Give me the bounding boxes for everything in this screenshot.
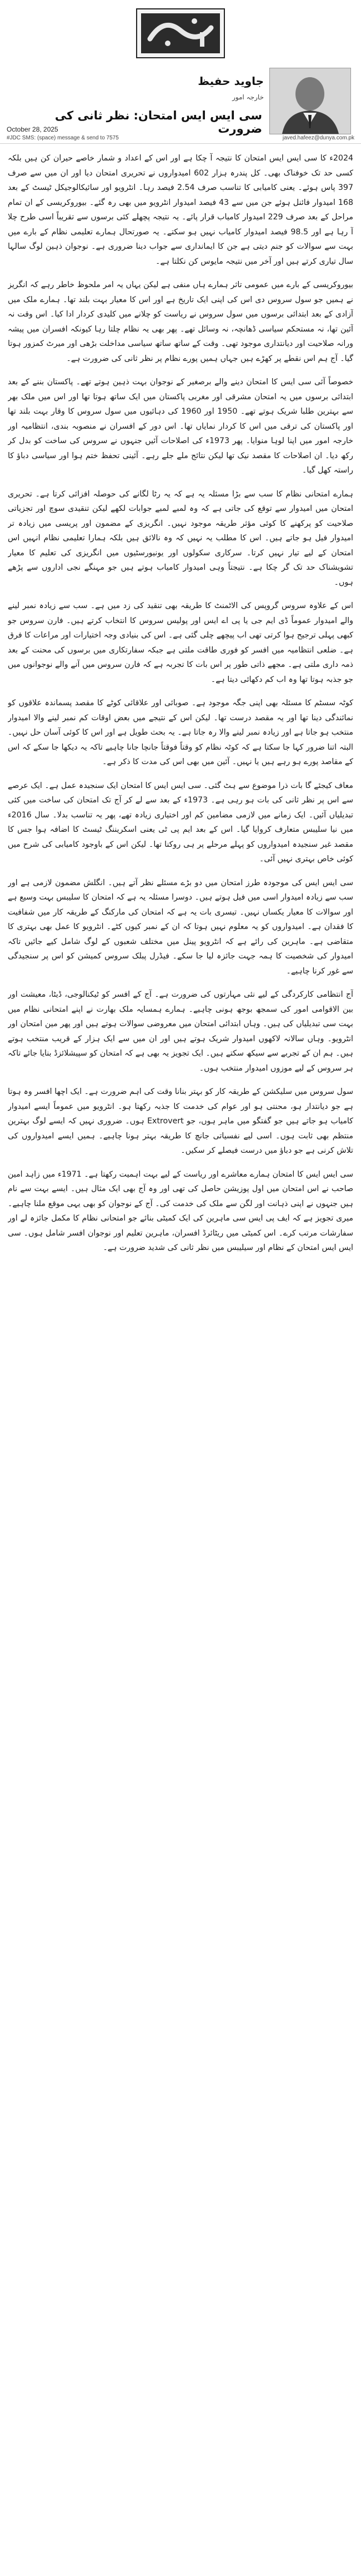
article-paragraph: خصوصاً آئی سی ایس کا امتحان دینے والے برصغیر کے نوجوان بہت ذہین ہوتے تھے۔ پاکستان بننے کے بعد ابتدائی برسوں میں یہ امتحان مشرقی اور مغربی پاکستان میں ایک ساتھ ہوتا تھا اور اس میں ملک بھر سے بہترین طلبا شریک ہوتے تھے۔ 1950 اور 1960 کی دہائیوں میں سول سروس کا وقار بہت بلند تھا اور پاکستان کی ترقی میں اس کا کردار نمایاں تھا۔ اس دور کے افسران نے منصوبہ بندی، انتظامیہ اور خارجہ امور میں اپنا لوہا منوایا۔ پھر 1973ء کی اصلاحات آئیں جنہوں نے سروس کی ساخت کو بدل کر رکھ دیا۔ ان اصلاحات کا مقصد نیک تھا لیکن نتائج ملے جلے رہے۔ آئینی تحفظ ختم ہوا اور سیاسی دباؤ کا راستہ کھل گیا۔ (8, 378, 353, 475)
article-paragraph: ہمارے امتحانی نظام کا سب سے بڑا مسئلہ یہ ہے کہ یہ رٹا لگانے کی حوصلہ افزائی کرتا ہے۔ تحریری امتحان میں امیدوار سے توقع کی جاتی ہے کہ وہ لمبے لمبے جوابات لکھے لیکن تنقیدی سوچ اور تجزیاتی صلاحیت کو پرکھنے کا کوئی مؤثر طریقہ موجود نہیں۔ انگریزی کے مضمون اور پریسی میں زیادہ تر امیدوار فیل ہو جاتے ہیں۔ اس کا مطلب یہ نہیں کہ وہ نالائق ہیں بلکہ ہمارا تعلیمی نظام انہیں اس امتحان کے لیے تیار نہیں کرتا۔ سرکاری سکولوں اور یونیورسٹیوں میں انگریزی کی تعلیم کا معیار تشویشناک حد تک گر چکا ہے۔ نتیجتاً وہی امیدوار کامیاب ہوتے ہیں جو مہنگے نجی اداروں سے پڑھے ہوں۔ (8, 489, 353, 587)
article-paragraph: آج انتظامی کارکردگی کے لیے نئی مہارتوں کی ضرورت ہے۔ آج کے افسر کو ٹیکنالوجی، ڈیٹا، معیشت اور بین الاقوامی امور کی سمجھ بوجھ ہونی چاہیے۔ ہمارے ہمسایہ ملک بھارت نے اپنے امتحانی نظام میں بہت سی تبدیلیاں کی ہیں۔ وہاں ابتدائی امتحان میں معروضی سوالات ہوتے ہیں اور پھر مین امتحان اور انٹرویو۔ وہاں سالانہ لاکھوں امیدوار شریک ہوتے ہیں اور ان میں سے ایک ہزار کے قریب منتخب ہوتے ہیں۔ ہم ان کے تجربے سے سیکھ سکتے ہیں۔ ایک تجویز یہ بھی ہے کہ امتحان کو سپیشلائزڈ بنایا جائے تاکہ ہر سروس کے لیے موزوں امیدوار منتخب ہوں۔ (8, 990, 353, 1073)
author-photo (269, 68, 351, 134)
sms-prefix: #JDC (7, 135, 21, 141)
publish-date: October 28, 2025 (7, 125, 58, 133)
article-paragraph: 2024ء کا سی ایس ایس امتحان کا نتیجہ آ چکا ہے اور اس کے اعداد و شمار خاصے حیران کن ہیں بلکہ کسی حد تک خوفناک بھی۔ کل پندرہ ہزار 602 امیدواروں نے تحریری امتحان دیا اور ان میں سے صرف 397 پاس ہوئے۔ یعنی کامیابی کا تناسب صرف 2.54 فیصد رہا۔ انٹرویو اور سائیکالوجیکل ٹیسٹ کے بعد 168 امیدوار فائنل ہوئے جن میں سے 43 فیصد امیدوار انٹرویو میں بھی رہ گئے۔ بیوروکریسی کے ان تمام مراحل کے بعد صرف 229 امیدوار کامیاب قرار پائے۔ یہ نتیجہ پچھلے کئی برسوں سے تقریباً اسی طرح چلا آ رہا ہے اور 98.5 فیصد امیدوار کامیاب نہیں ہو سکتے۔ یہ صورتحال ہمارے تعلیمی نظام کے بارے میں بہت سے سوالات کو جنم دیتی ہے جن کا ایمانداری سے جواب دینا ضروری ہے۔ نوجوان ذہین لوگ سالہا سال تیاری کرتے ہیں اور آخر میں نتیجہ مایوس کن نکلتا ہے۔ (8, 154, 353, 266)
article-headline: سی ایس ایس امتحان: نظر ثانی کی ضرورت (54, 109, 262, 135)
author-portrait-icon (270, 68, 350, 134)
newspaper-logo (133, 6, 228, 61)
column-name: خارجہ امور (232, 93, 264, 101)
article-paragraph: اس کے علاوہ سروس گروپس کی الاٹمنٹ کا طریقہ بھی تنقید کی زد میں ہے۔ سب سے زیادہ نمبر لینے والے امیدوار عموماً ڈی ایم جی یا پی اے ایس اور پولیس سروس کا انتخاب کرتے ہیں۔ فارن سروس جو کبھی پہلی ترجیح ہوا کرتی تھی اب پیچھے چلی گئی ہے۔ اس کی بنیادی وجہ اختیارات اور مراعات کا فرق ہے۔ ضلعی انتظامیہ میں افسر کو فوری طاقت ملتی ہے جبکہ سفارتکاری میں برسوں کی محنت کے بعد ذمہ داری ملتی ہے۔ مجھے ذاتی طور پر اس بات کا تجربہ ہے کہ فارن سروس میں آنے والے نوجوانوں میں جو جذبہ ہوتا تھا وہ اب کم دکھائی دیتا ہے۔ (8, 601, 353, 684)
article-body (8, 151, 353, 2567)
sms-text: SMS: (space) message & send to 7575 (22, 135, 119, 141)
masthead (0, 0, 361, 144)
article-paragraph: سی ایس ایس کا امتحان ہمارے معاشرے اور ریاست کے لیے بہت اہمیت رکھتا ہے۔ 1971ء میں زاہد امین صاحب نے اس امتحان میں اول پوزیشن حاصل کی تھی اور وہ آج بھی ایک مثال ہیں۔ ایسے بہت سے نام ہیں جنہوں نے اپنی ذہانت اور لگن سے ملک کی خدمت کی۔ آج کے نوجوان کو بھی یہی موقع ملنا چاہیے۔ میری تجویز ہے کہ ایف پی ایس سی ماہرین کی ایک کمیٹی بنائے جو امتحانی نظام کا مکمل جائزہ لے اور سفارشات مرتب کرے۔ اس کمیٹی میں ریٹائرڈ افسران، ماہرین تعلیم اور نوجوان افسر شامل ہوں۔ سی ایس ایس امتحان کے نظام اور سیلیبس میں نظر ثانی کی شدید ضرورت ہے۔ (8, 1169, 353, 1252)
article-paragraph: سی ایس ایس کی موجودہ طرز امتحان میں دو بڑے مسئلے نظر آتے ہیں۔ انگلش مضمون لازمی ہے اور سب سے زیادہ امیدوار اسی میں فیل ہوتے ہیں۔ دوسرا مسئلہ یہ ہے کہ امتحان کا سلیبس بہت وسیع ہے اور سوالات کا معیار یکساں نہیں۔ تیسری بات یہ ہے کہ امتحان کی مارکنگ کے طریقہ کار میں شفافیت کا فقدان ہے۔ امیدواروں کو یہ معلوم نہیں ہوتا کہ ان کے نمبر کیوں کٹے۔ انٹرویو کا عمل بھی بہتری کا متقاضی ہے۔ ماہرین کی رائے ہے کہ انٹرویو پینل میں مختلف شعبوں کے لوگ شامل کیے جائیں تاکہ امیدوار کی شخصیت کا ہمہ جہت جائزہ لیا جا سکے۔ فیڈرل پبلک سروس کمیشن کو اس پر سنجیدگی سے غور کرنا چاہیے۔ (8, 878, 353, 976)
article-paragraph: کوٹہ سسٹم کا مسئلہ بھی اپنی جگہ موجود ہے۔ صوبائی اور علاقائی کوٹے کا مقصد پسماندہ علاقوں کو نمائندگی دینا تھا اور یہ مقصد درست تھا۔ لیکن اس کے نتیجے میں بعض اوقات کم نمبر لینے والا امیدوار منتخب ہو جاتا ہے اور زیادہ نمبر لینے والا رہ جاتا ہے۔ یہ بحث طویل ہے اور اس کا کوئی آسان حل نہیں۔ البتہ اتنا ضرور کہا جا سکتا ہے کہ کوٹہ نظام کو وقتاً فوقتاً جانچا جانا چاہیے تاکہ یہ دیکھا جا سکے کہ اس کے مقاصد پورے ہو رہے ہیں یا نہیں۔ آئین میں بھی اس کی مدت کا ذکر ہے۔ (8, 699, 353, 766)
article-paragraph: سول سروس میں سلیکشن کے طریقہ کار کو بہتر بنانا وقت کی اہم ضرورت ہے۔ ایک اچھا افسر وہ ہوتا ہے جو دیانتدار ہو، محنتی ہو اور عوام کی خدمت کا جذبہ رکھتا ہو۔ انٹرویو میں عموماً ایسے امیدوار کامیاب ہو جاتے ہیں جو گفتگو میں ماہر ہوں، جو Extrovert ہوں۔ ضروری نہیں کہ ایسے لوگ بہترین منتظم بھی ثابت ہوں۔ اسی لیے نفسیاتی جانچ کا طریقہ بہتر ہونا چاہیے۔ ہمیں ایسے امیدواروں کی تلاش کرنی ہے جو دباؤ میں درست فیصلے کر سکیں۔ (8, 1087, 353, 1155)
author-name: جاوید حفیظ (198, 74, 264, 88)
sms-instructions (7, 135, 119, 141)
article-paragraph: بیوروکریسی کے بارے میں عمومی تاثر ہمارے ہاں منفی ہے لیکن یہاں یہ امر ملحوظ خاطر رہے کہ انگریز نے ہمیں جو سول سروس دی اس کی اپنی ایک تاریخ ہے اور اس کا معیار بہت بلند تھا۔ ہمارے ملک میں آزادی کے بعد ابتدائی برسوں میں سول سروس نے ریاست کو چلانے میں کلیدی کردار ادا کیا۔ اس وقت نہ آئین تھا، نہ مستحکم سیاسی ڈھانچہ، نہ وسائل تھے۔ پھر بھی یہ نظام چلتا رہا کیونکہ افسران میں پیشہ ورانہ صلاحیت اور دیانتداری موجود تھی۔ وقت کے ساتھ ساتھ سیاسی مداخلت بڑھی اور میرٹ کمزور ہوتا گیا۔ آج ہم اس نقطے پر کھڑے ہیں جہاں ہمیں پورے نظام پر نظر ثانی کی ضرورت ہے۔ (8, 280, 353, 363)
article-paragraph: معاف کیجئے گا بات ذرا موضوع سے ہٹ گئی۔ سی ایس ایس کا امتحان ایک سنجیدہ عمل ہے۔ ایک عرصے سے اس پر نظر ثانی کی بات ہو رہی ہے۔ 1973ء کے بعد سے لے کر آج تک امتحان کی ساخت میں کئی تبدیلیاں آئیں۔ ایک زمانے میں لازمی مضامین کم اور اختیاری زیادہ تھے، پھر یہ تناسب بدلا۔ سال 2016ء میں نیا سلیبس متعارف کروایا گیا۔ اس کے بعد ایم پی ٹی یعنی اسکریننگ ٹیسٹ کا اضافہ ہوا جس کا مقصد غیر سنجیدہ امیدواروں کو پہلے مرحلے پر ہی روکنا تھا۔ لیکن اس کے باوجود کامیابی کی شرح میں کوئی خاص بہتری نہیں آئی۔ (8, 781, 353, 863)
contact-line (7, 135, 354, 141)
author-email[interactable]: javed.hafeez@dunya.com.pk (282, 135, 354, 141)
dunya-logo-icon (133, 6, 228, 61)
